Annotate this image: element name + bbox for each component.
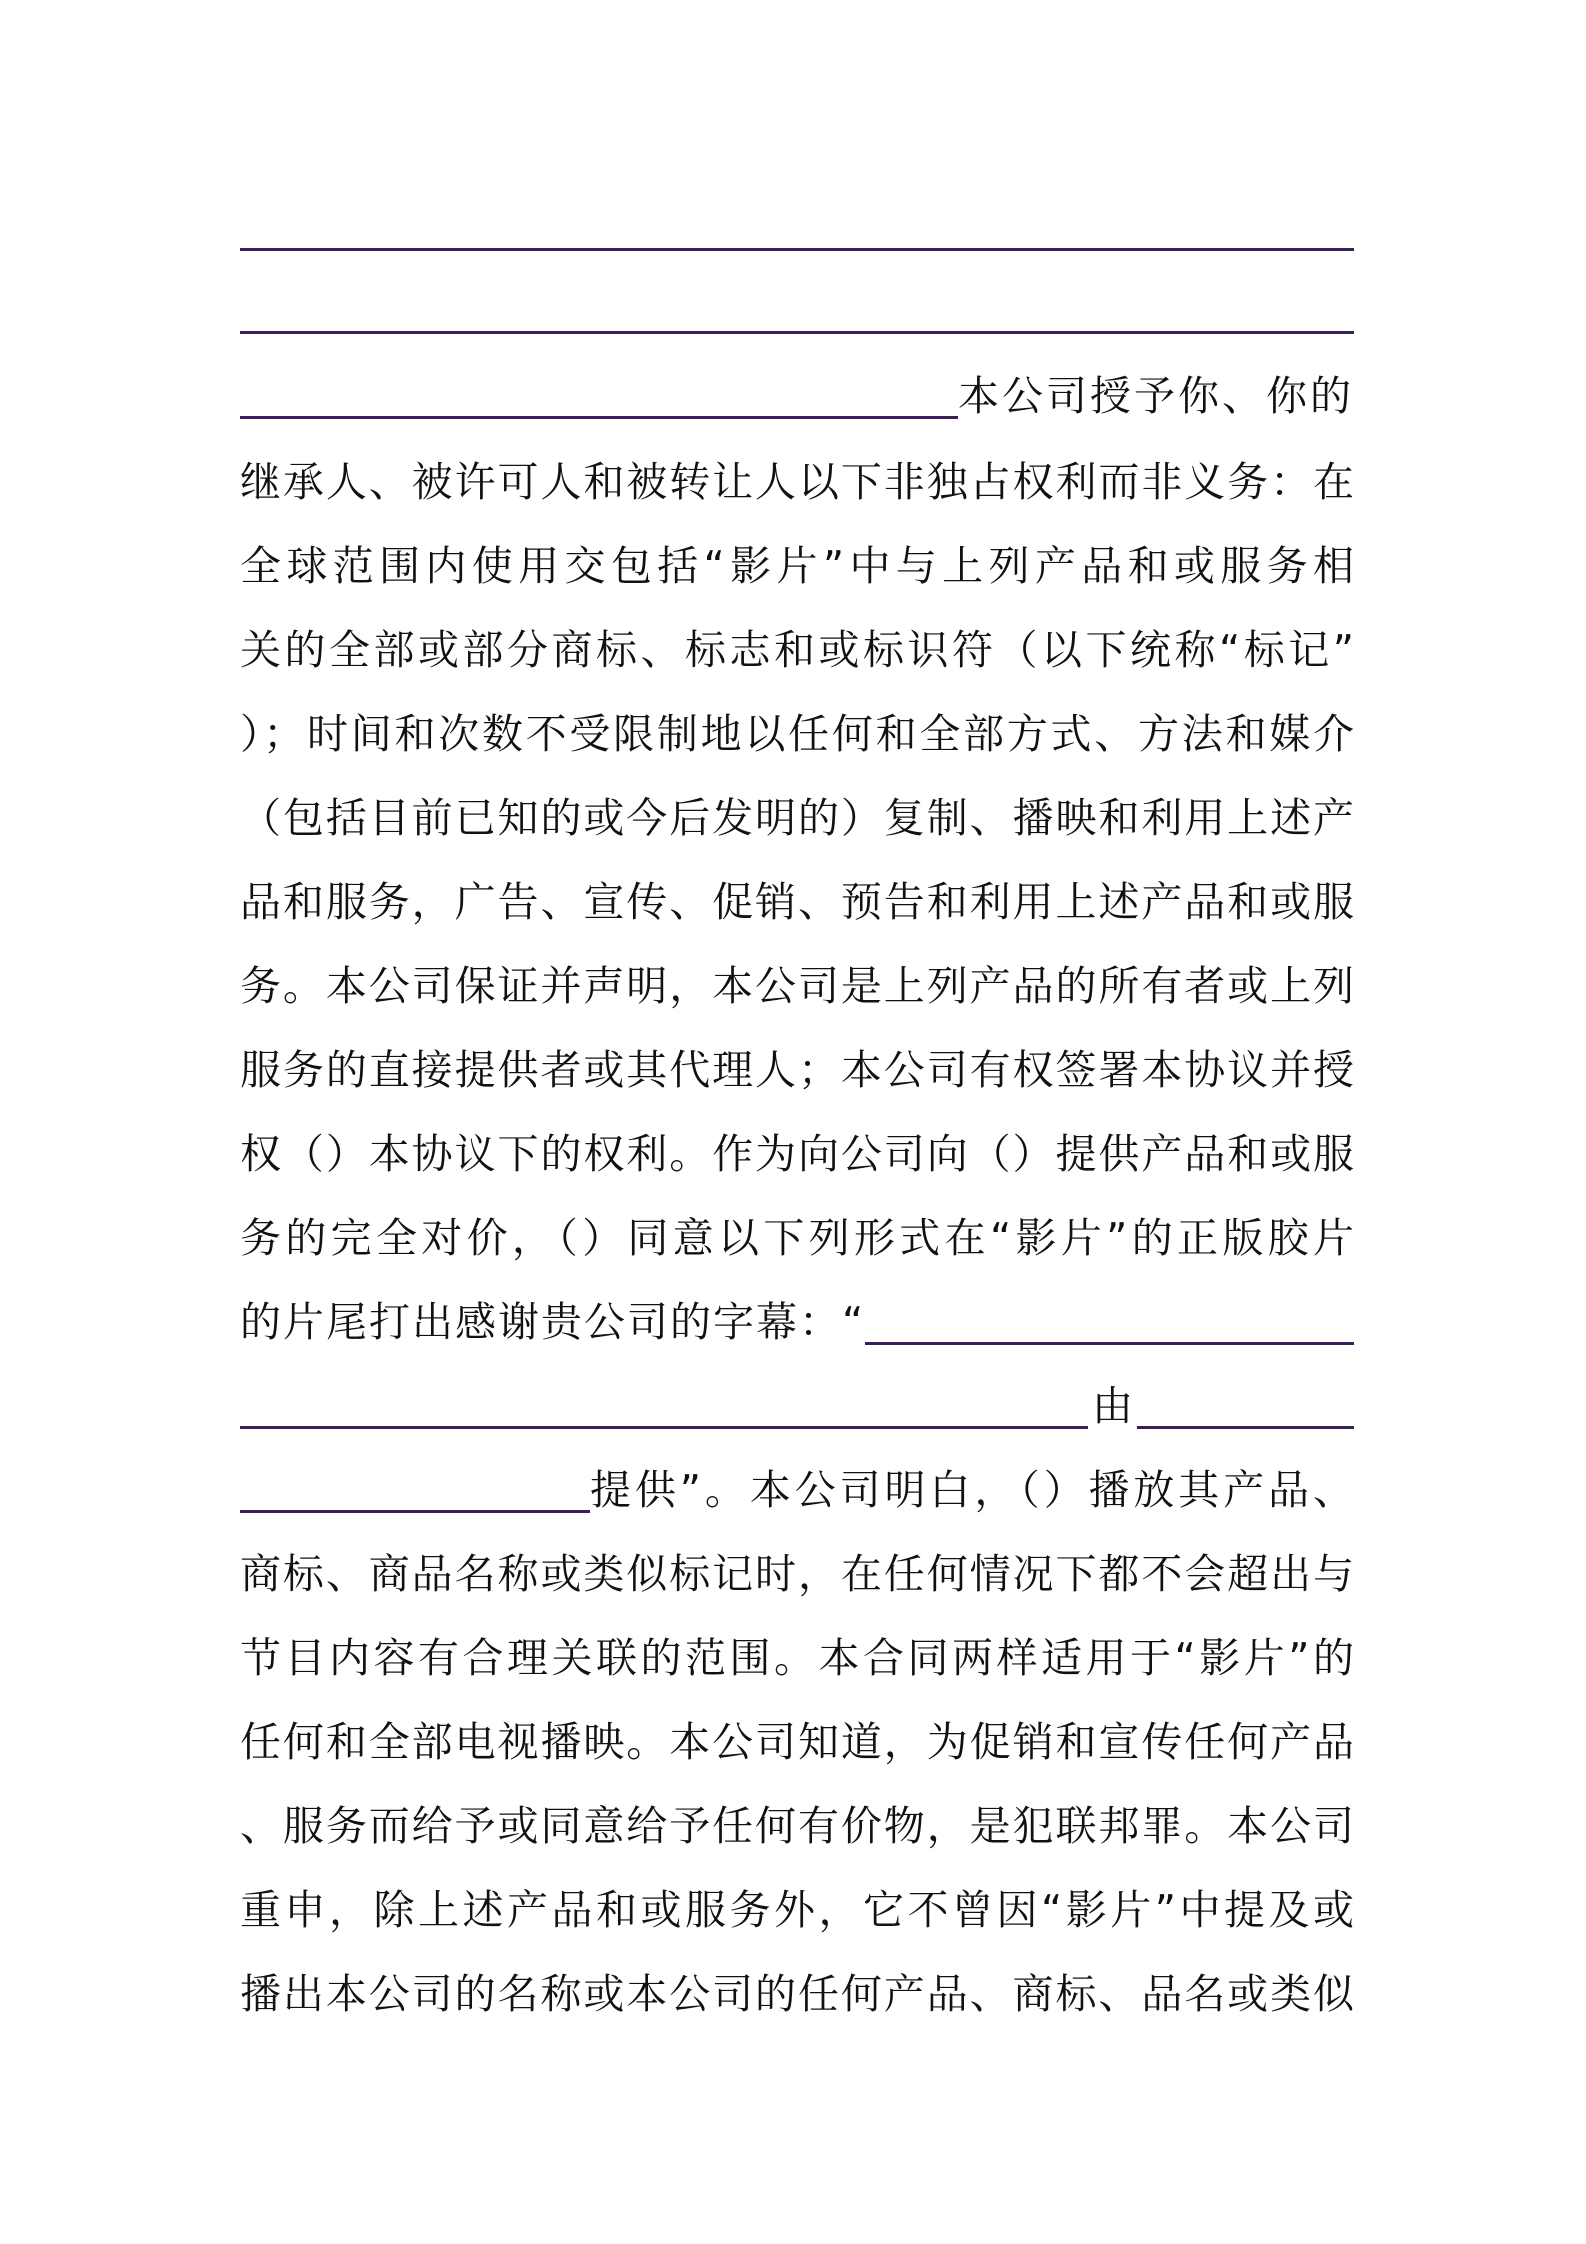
- text-line: [240, 692, 1354, 776]
- line-text: 重申，除上述产品和或服务外，它不曾因“影片”中提及或: [240, 1886, 1354, 1934]
- line-text: 节目内容有合理关联的范围。本合同两样适用于“影片”的: [240, 1634, 1354, 1682]
- line-text: 品和服务，广告、宣传、促销、预告和利用上述产品和或服: [240, 878, 1354, 926]
- fill-blank: [240, 1376, 1088, 1429]
- text-line: [240, 354, 1354, 438]
- blank-line: [240, 248, 1354, 251]
- text-line: [240, 1616, 1354, 1700]
- fill-blank: [865, 1292, 1354, 1345]
- text-line: [240, 1532, 1354, 1616]
- text-line: [240, 1448, 1354, 1532]
- text-line: [240, 1868, 1354, 1952]
- text-line: [240, 1784, 1354, 1868]
- text-line: [240, 1364, 1354, 1448]
- line-text: ）；时间和次数不受限制地以任何和全部方式、方法和媒介: [240, 710, 1354, 758]
- line-text: 关的全部或部分商标、标志和或标识符（以下统称“标记”: [240, 626, 1354, 674]
- line-text: （包括目前已知的或今后发明的）复制、播映和利用上述产: [240, 794, 1354, 842]
- line-text: 由: [1092, 1382, 1133, 1430]
- line-text: 全球范围内使用交包括“影片”中与上列产品和或服务相: [240, 542, 1354, 590]
- text-line: [240, 608, 1354, 692]
- text-line: [240, 1280, 1354, 1364]
- line-text: 播出本公司的名称或本公司的任何产品、商标、品名或类似: [240, 1970, 1354, 2018]
- line-text: 商标、商品名称或类似标记时，在任何情况下都不会超出与: [240, 1550, 1354, 1598]
- text-line: [240, 1112, 1354, 1196]
- line-text: 权（）本协议下的权利。作为向公司向（）提供产品和或服: [240, 1130, 1354, 1178]
- line-text: 的片尾打出感谢贵公司的字幕：“: [240, 1298, 866, 1346]
- line-text: 任何和全部电视播映。本公司知道，为促销和宣传任何产品: [240, 1718, 1354, 1766]
- fill-blank: [240, 366, 958, 419]
- line-text: 继承人、被许可人和被转让人以下非独占权利而非义务：在: [240, 458, 1354, 506]
- fill-blank: [240, 1460, 590, 1513]
- text-line: [240, 1700, 1354, 1784]
- text-line: [240, 860, 1354, 944]
- line-text: 本公司授予你、你的: [958, 372, 1354, 420]
- fill-blank: [1137, 1376, 1354, 1429]
- text-line: [240, 1952, 1354, 2036]
- text-line: [240, 524, 1354, 608]
- line-text: 服务的直接提供者或其代理人；本公司有权签署本协议并授: [240, 1046, 1354, 1094]
- text-line: [240, 944, 1354, 1028]
- line-text: 、服务而给予或同意给予任何有价物，是犯联邦罪。本公司: [240, 1802, 1354, 1850]
- text-line: [240, 1028, 1354, 1112]
- text-line: [240, 440, 1354, 524]
- text-line: [240, 776, 1354, 860]
- text-line: [240, 1196, 1354, 1280]
- line-text: 务。本公司保证并声明，本公司是上列产品的所有者或上列: [240, 962, 1354, 1010]
- line-text: 务的完全对价，（）同意以下列形式在“影片”的正版胶片: [240, 1214, 1354, 1262]
- line-text: 提供”。本公司明白，（）播放其产品、: [590, 1466, 1354, 1514]
- blank-line: [240, 331, 1354, 334]
